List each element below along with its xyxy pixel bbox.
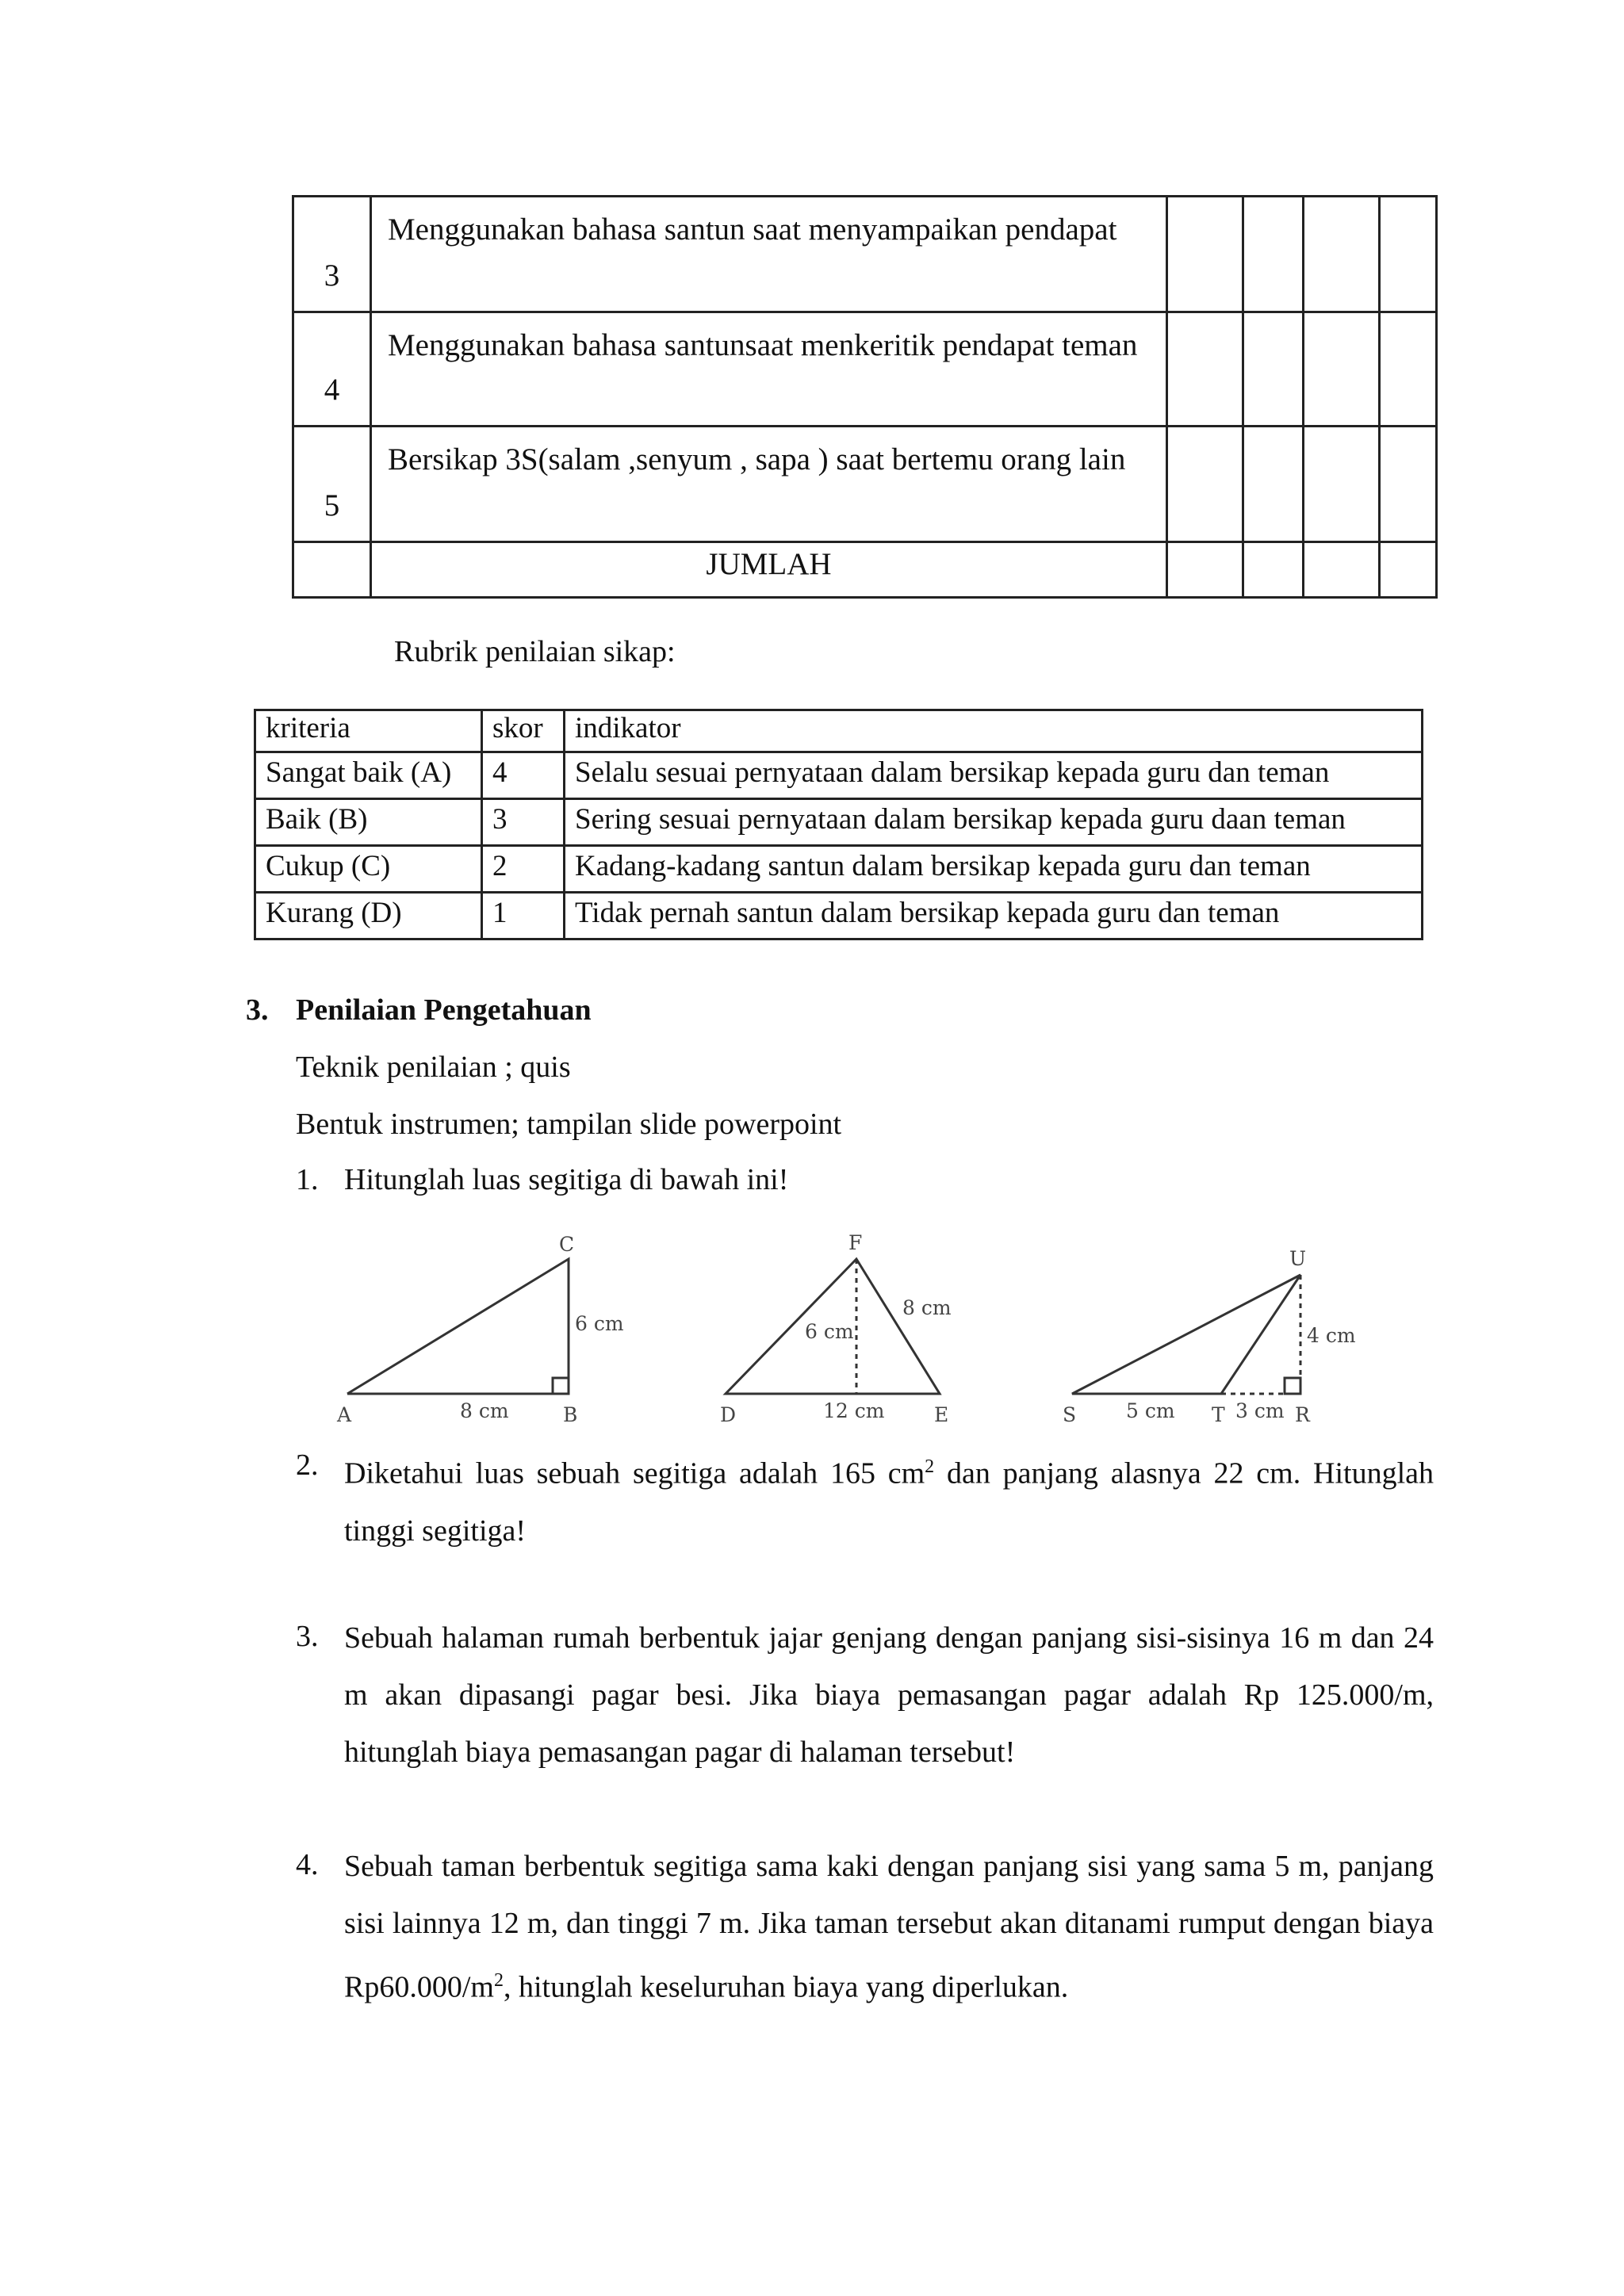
rubric-skor: 3 [482,799,565,846]
row-statement: Menggunakan bahasa santun saat menyampaikan pendapat [371,197,1167,312]
question-text-part: dan panjang alasnya 22 cm. Hitunglah tinggi segitiga! [344,1456,1434,1548]
rubric-skor: 1 [482,893,565,939]
length-label: 8 cm [902,1296,952,1319]
assessment-technique: Teknik penilaian ; quis [296,1050,571,1084]
score-cell [1167,542,1243,598]
rubric-table [254,709,1423,940]
table-row [255,752,1423,799]
table-row [255,893,1423,939]
table-row-total [293,542,1437,598]
superscript: 2 [493,1970,504,1991]
row-number: 5 [293,427,371,542]
score-cell [1380,542,1437,598]
question-text: Sebuah halaman rumah berbentuk jajar genjang dengan panjang sisi-sisinya 16 m dan 24 m akan dipasangi pagar besi. Jika biaya pemasangan pagar adalah Rp 125.000/m, hitunglah biaya pemasangan pagar di halaman tersebut! [344,1621,1434,1769]
length-label: 6 cm [575,1312,624,1335]
score-cell [1304,542,1380,598]
vertex-label: T [1212,1403,1225,1426]
table-row [293,312,1437,427]
question-text-part: , hitunglah keseluruhan biaya yang diperlukan. [503,1970,1069,2004]
score-cell [1243,542,1304,598]
right-angle-marker [1285,1378,1300,1394]
row-statement: Menggunakan bahasa santunsaat menkeritik pendapat teman [371,312,1167,427]
score-cell [1243,197,1304,312]
length-label: 12 cm [823,1399,885,1422]
right-angle-marker [553,1378,569,1394]
question-number: 2. [296,1448,319,1482]
score-cell [1167,427,1243,542]
rubric-header-kriteria: kriteria [255,710,482,752]
score-cell [1243,312,1304,427]
vertex-label: R [1295,1403,1310,1426]
table-row [255,846,1423,893]
score-cell [1380,197,1437,312]
row-statement: Bersikap 3S(salam ,senyum , sapa ) saat bertemu orang lain [371,427,1167,542]
question-number: 4. [296,1848,319,1881]
length-label: 4 cm [1307,1324,1356,1347]
attitude-observation-table [292,195,1438,599]
score-cell [1243,427,1304,542]
vertex-label: S [1063,1403,1077,1426]
rubric-skor: 2 [482,846,565,893]
table-row [255,799,1423,846]
question-number: 1. [296,1163,319,1196]
triangle-stu [1072,1275,1300,1394]
section-number: 3. [246,993,269,1027]
triangle-abc [347,1259,569,1394]
rubric-kriteria: Cukup (C) [255,846,482,893]
rubric-kriteria: Baik (B) [255,799,482,846]
empty-cell [293,542,371,598]
length-label: 5 cm [1126,1399,1175,1422]
rubric-title: Rubrik penilaian sikap: [394,635,676,668]
row-number: 4 [293,312,371,427]
vertex-label: B [563,1403,578,1426]
score-cell [1167,312,1243,427]
rubric-indikator: Selalu sesuai pernyataan dalam bersikap kepada guru dan teman [565,752,1423,799]
rubric-indikator: Sering sesuai pernyataan dalam bersikap kepada guru daan teman [565,799,1423,846]
vertex-label: A [337,1403,352,1426]
rubric-indikator: Kadang-kadang santun dalam bersikap kepada guru dan teman [565,846,1423,893]
question-text-part: Sebuah taman berbentuk segitiga sama kaki dengan panjang sisi yang sama 5 m, panjang sisi lainnya 12 m, dan tinggi 7 m. Jika taman tersebut akan ditanami rumput dengan biaya Rp60.000/m [344,1850,1434,2004]
rubric-skor: 4 [482,752,565,799]
rubric-header-skor: skor [482,710,565,752]
question-text: Hitunglah luas segitiga di bawah ini! [344,1163,789,1196]
length-label: 3 cm [1235,1399,1285,1422]
question-text-part: Diketahui luas sebuah segitiga adalah 165 cm [344,1456,925,1490]
length-label: 8 cm [460,1399,509,1422]
score-cell [1380,427,1437,542]
table-row [293,427,1437,542]
triangles-figure [333,1227,1459,1440]
rubric-header-row [255,710,1423,752]
length-label: 6 cm [805,1320,854,1343]
rubric-header-indikator: indikator [565,710,1423,752]
question-text [344,1838,1434,2016]
score-cell [1167,197,1243,312]
score-cell [1380,312,1437,427]
score-cell [1304,197,1380,312]
vertex-label: U [1289,1247,1307,1270]
vertex-label: E [934,1403,949,1426]
rubric-kriteria: Kurang (D) [255,893,482,939]
vertex-label: C [559,1233,575,1256]
row-number: 3 [293,197,371,312]
question-number: 3. [296,1620,319,1653]
rubric-indikator: Tidak pernah santun dalam bersikap kepada guru dan teman [565,893,1423,939]
table-row [293,197,1437,312]
score-cell [1304,312,1380,427]
section-title: Penilaian Pengetahuan [296,993,592,1027]
question-text [344,1438,1434,1559]
rubric-kriteria: Sangat baik (A) [255,752,482,799]
total-label: JUMLAH [371,542,1167,598]
instrument-form: Bentuk instrumen; tampilan slide powerpoint [296,1108,842,1141]
vertex-label: F [848,1231,863,1254]
vertex-label: D [720,1403,737,1426]
score-cell [1304,427,1380,542]
superscript: 2 [925,1456,935,1477]
